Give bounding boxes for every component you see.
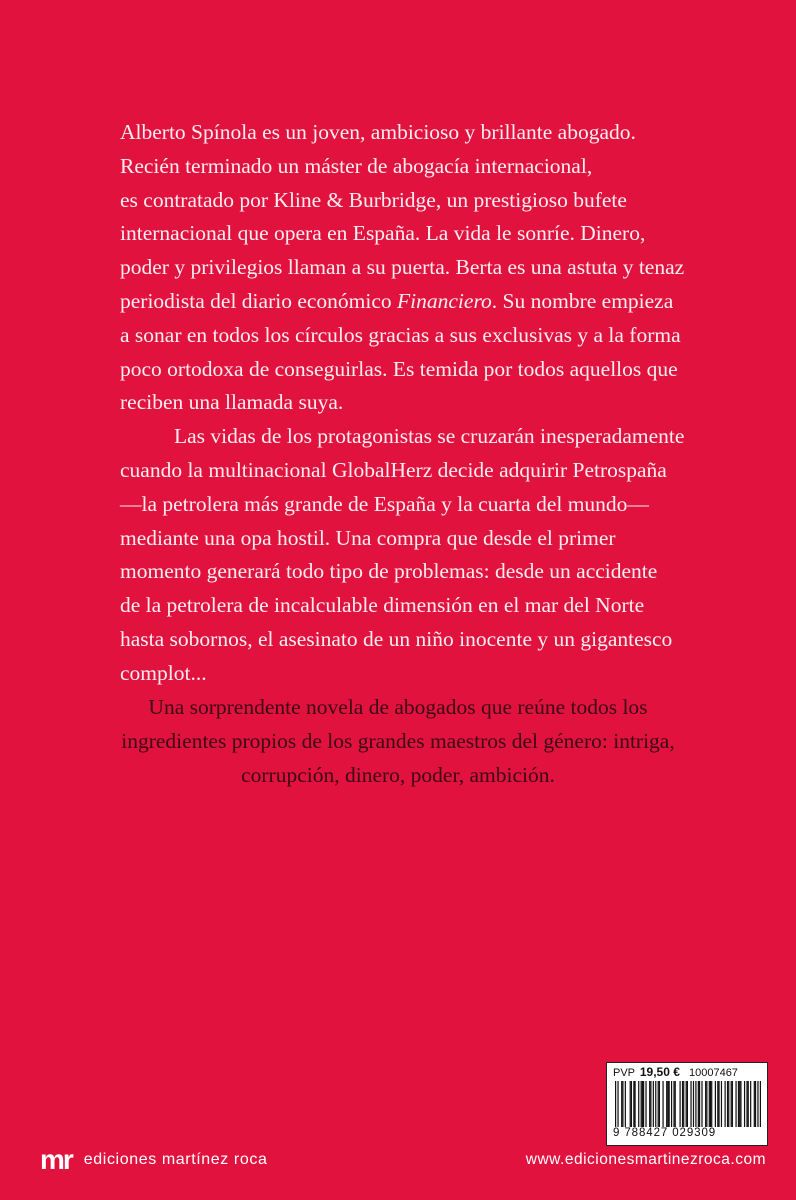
isbn-number: 9 788427 029309 [613,1127,717,1139]
text-line [120,285,720,319]
text-line: internacional que opera en España. La vida le sonríe. Dinero, [120,221,646,246]
product-code: 10007467 [688,1067,738,1079]
text-line: poco ortodoxa de conseguirlas. Es temida por todos aquellos que [120,356,678,381]
newspaper-title: Financiero [397,288,492,313]
text-line: reciben una llamada suya. [120,390,344,415]
text-line: mediante una opa hostil. Una compra que desde el primer [120,525,616,550]
text-line: cuando la multinacional GlobalHerz decide adquirir Petrospaña [120,457,667,482]
publisher [40,1144,267,1176]
text-line: Alberto Spínola es un joven, ambicioso y brillante abogado. [120,120,636,144]
price: 19,50 € [639,1065,680,1079]
tagline-line: Una sorprendente novela de abogados que reúne todos los [148,695,648,719]
publisher-logo: mr [40,1144,72,1175]
tagline-line: ingredientes propios de los grandes maestros del género: intriga, [121,729,675,753]
barcode-box [606,1062,768,1146]
text-line: momento generará todo tipo de problemas: desde un accidente [120,559,658,584]
price-row [613,1065,763,1079]
synopsis-paragraph-1 [120,116,720,420]
publisher-name: ediciones martínez roca [83,1151,268,1168]
tagline-line: corrupción, dinero, poder, ambición. [241,763,555,787]
barcode-bars [615,1081,761,1127]
synopsis-paragraph-2 [120,420,720,690]
tagline [100,690,696,792]
text-line: a sonar en todos los círculos gracias a sus exclusivas y a la forma [120,322,681,347]
text-line: es contratado por Kline & Burbridge, un prestigioso bufete [120,187,627,212]
text-line: Las vidas de los protagonistas se cruzarán inesperadamente [174,424,685,449]
text-line: Recién terminado un máster de abogacía internacional, [120,153,593,178]
text-line: hasta sobornos, el asesinato de un niño inocente y un gigantesco [120,626,673,651]
text-segment: . Su nombre empieza [491,288,674,313]
text-line: —la petrolera más grande de España y la cuarta del mundo— [120,491,649,516]
text-line: de la petrolera de incalculable dimensión en el mar del Norte [120,593,645,618]
pvp-label: PVP [613,1067,635,1079]
text-line: poder y privilegios llaman a su puerta. Berta es una astuta y tenaz [120,255,685,280]
publisher-website: www.edicionesmartinezroca.com [525,1151,766,1168]
text-line: complot... [120,660,207,685]
synopsis [120,116,720,691]
text-segment: periodista del diario económico [120,288,398,313]
